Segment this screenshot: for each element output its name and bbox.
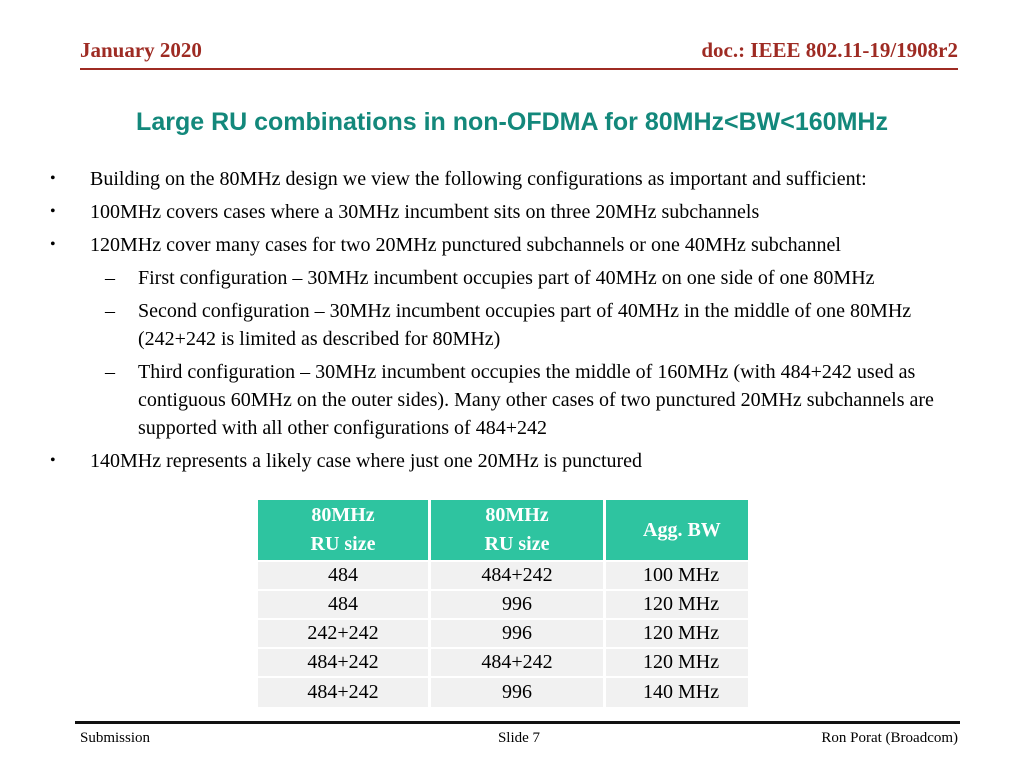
- header-doc-number: doc.: IEEE 802.11-19/1908r2: [701, 38, 958, 62]
- table-row: [258, 591, 748, 620]
- slide-header: [80, 38, 958, 63]
- table-cell: 996: [431, 678, 606, 707]
- header-date: January 2020: [80, 38, 202, 62]
- bullet-item: [48, 264, 983, 292]
- bullet-text: Building on the 80MHz design we view the following configurations as important and sufficient:: [90, 168, 867, 190]
- slide-title: Large RU combinations in non-OFDMA for 80MHz<BW<160MHz: [136, 108, 888, 136]
- table-cell: 484: [258, 562, 431, 591]
- dash-marker: –: [105, 361, 115, 383]
- table-header-line: 80MHz: [485, 504, 549, 526]
- table-cell: 484+242: [258, 649, 431, 678]
- table-cell: 100 MHz: [606, 562, 748, 591]
- slide-footer: [80, 730, 958, 747]
- footer-author: Ron Porat (Broadcom): [821, 730, 959, 746]
- bullet-marker: •: [50, 203, 56, 220]
- table-row: [258, 649, 748, 678]
- table-cell: 120 MHz: [606, 591, 748, 620]
- bullet-text: 140MHz represents a likely case where just one 20MHz is punctured: [90, 450, 643, 472]
- table-cell: 120 MHz: [606, 649, 748, 678]
- table-cell: 996: [431, 620, 606, 649]
- bullet-list: [48, 165, 983, 480]
- table-header-cell: Agg. BW: [606, 500, 748, 562]
- table-header-line: RU size: [484, 533, 550, 555]
- bullet-item: [48, 297, 983, 353]
- bullet-marker: •: [50, 452, 56, 469]
- table-header-row: [258, 500, 748, 562]
- bullet-text: First configuration – 30MHz incumbent occupies part of 40MHz on one side of one 80MHz: [138, 267, 875, 289]
- table-header-line: RU size: [310, 533, 376, 555]
- bullet-text: Second configuration – 30MHz incumbent occupies part of 40MHz in the middle of one 80MHz (242+242 is limited as described for 80MHz): [138, 300, 922, 350]
- table-header-cell: [431, 500, 606, 562]
- table-cell: 484+242: [431, 562, 606, 591]
- table-cell: 242+242: [258, 620, 431, 649]
- dash-marker: –: [105, 300, 115, 322]
- bullet-marker: •: [50, 170, 56, 187]
- table-cell: 996: [431, 591, 606, 620]
- table-header: [258, 500, 748, 562]
- bullet-text: Third configuration – 30MHz incumbent occupies the middle of 160MHz (with 484+242 used as contiguous 60MHz on the outer sides). Many other cases of two punctured 20MHz subchannels are supported with all other configurations of 484+242: [138, 361, 939, 439]
- dash-marker: –: [105, 267, 115, 289]
- bullet-text: 120MHz cover many cases for two 20MHz punctured subchannels or one 40MHz subchannel: [90, 234, 841, 256]
- bullet-item: [48, 231, 983, 259]
- ru-combinations-table: [258, 500, 748, 707]
- table-cell: 484+242: [431, 649, 606, 678]
- footer-divider: [75, 721, 960, 724]
- table-cell: 140 MHz: [606, 678, 748, 707]
- table-row: [258, 678, 748, 707]
- footer-submission-label: Submission: [80, 730, 151, 746]
- table-body: [258, 562, 748, 707]
- table-header-line: 80MHz: [311, 504, 375, 526]
- table-cell: 120 MHz: [606, 620, 748, 649]
- table-row: [258, 620, 748, 649]
- bullet-text: 100MHz covers cases where a 30MHz incumbent sits on three 20MHz subchannels: [90, 201, 760, 223]
- bullet-item: [48, 447, 983, 475]
- table-header-cell: [258, 500, 431, 562]
- bullet-item: [48, 198, 983, 226]
- header-divider: [80, 68, 958, 70]
- bullet-item: [48, 165, 983, 193]
- table-cell: 484: [258, 591, 431, 620]
- footer-slide-number: Slide 7: [497, 730, 541, 746]
- bullet-marker: •: [50, 236, 56, 253]
- table-row: [258, 562, 748, 591]
- table-cell: 484+242: [258, 678, 431, 707]
- bullet-item: [48, 358, 983, 442]
